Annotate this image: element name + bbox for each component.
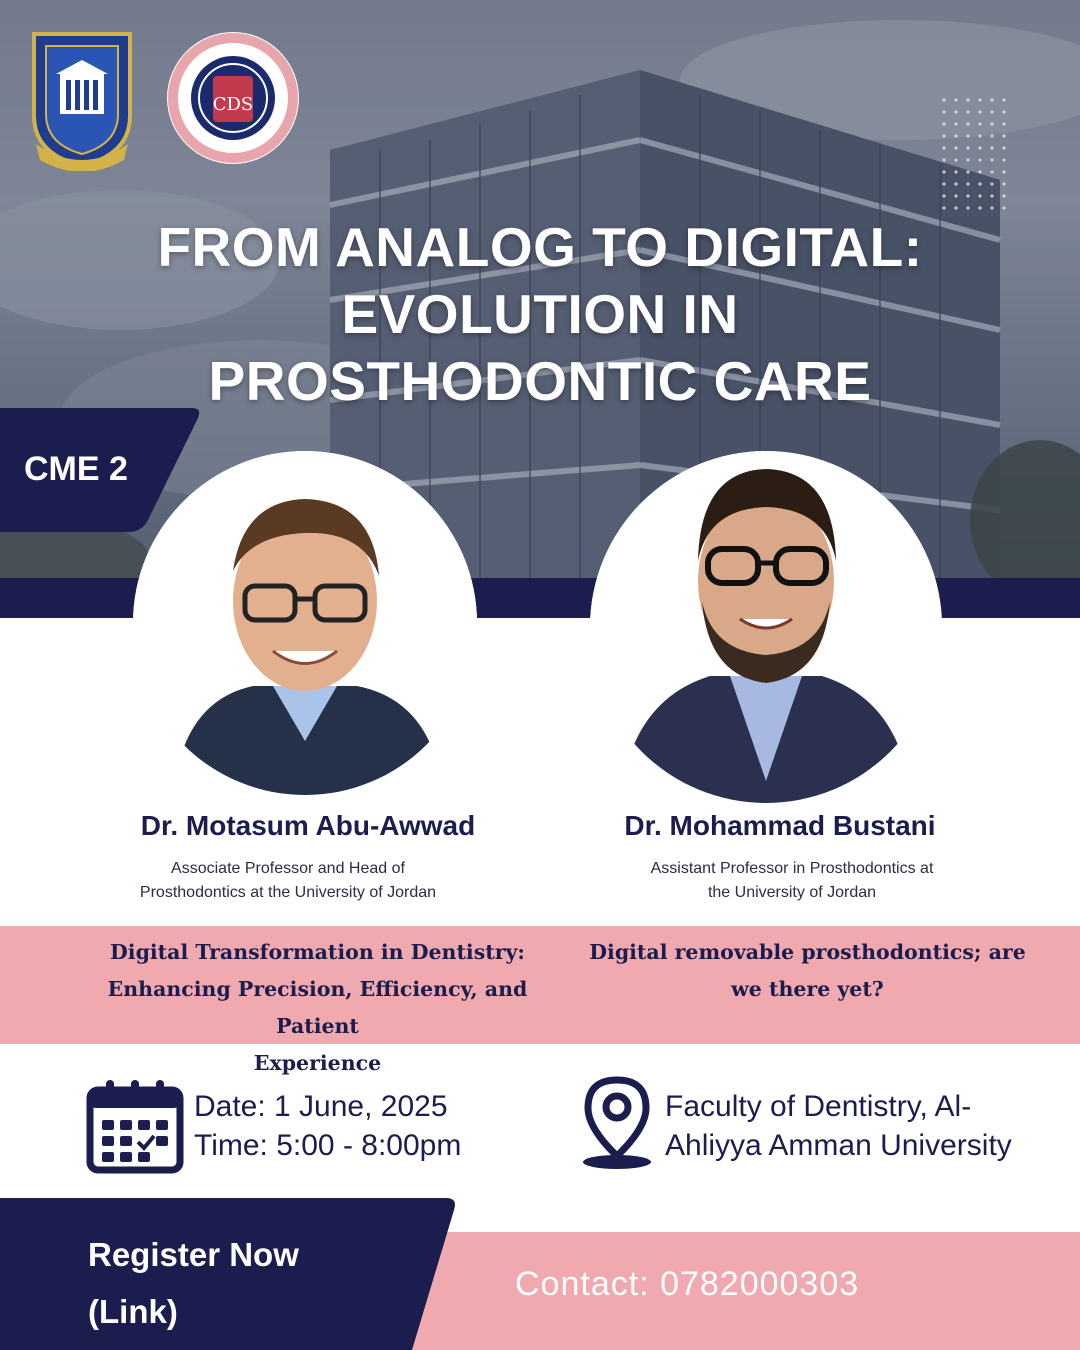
speaker-2-topic xyxy=(575,934,1040,1008)
speaker-1-topic-line-3: Experience xyxy=(253,1051,382,1075)
register-line-1[interactable]: Register Now xyxy=(88,1236,299,1273)
title-line-2: EVOLUTION IN xyxy=(341,283,739,345)
speaker-1-role xyxy=(118,857,458,905)
event-location-line-2: Ahliyya Amman University xyxy=(665,1129,1012,1162)
speaker-2-name: Dr. Mohammad Bustani xyxy=(624,810,936,841)
speaker-1-topic-line-1: Digital Transformation in Dentistry: xyxy=(110,940,525,964)
svg-text:CDS: CDS xyxy=(212,94,254,115)
event-title xyxy=(40,214,1040,415)
speaker-2-role xyxy=(632,857,952,905)
register-line-2[interactable]: (Link) xyxy=(88,1293,178,1330)
event-time: Time: 5:00 - 8:00pm xyxy=(194,1129,462,1162)
title-line-1: FROM ANALOG TO DIGITAL: xyxy=(157,216,923,278)
speaker-1-topic-line-2: Enhancing Precision, Efficiency, and Patient xyxy=(107,977,528,1038)
calendar-icon xyxy=(86,1078,184,1174)
speaker-1-role-line-1: Associate Professor and Head of xyxy=(171,860,405,877)
speaker-1-photo xyxy=(133,451,477,795)
cods-center-logo xyxy=(165,30,301,166)
speaker-2-role-line-1: Assistant Professor in Prosthodontics at xyxy=(650,860,934,877)
event-location xyxy=(665,1087,1055,1165)
title-line-3: PROSTHODONTIC CARE xyxy=(208,350,872,412)
event-location-line-1: Faculty of Dentistry, Al- xyxy=(665,1090,972,1123)
speaker-1-role-line-2: Prosthodontics at the University of Jordan xyxy=(139,884,437,901)
register-now-link[interactable] xyxy=(88,1226,388,1340)
event-date: Date: 1 June, 2025 xyxy=(194,1090,448,1123)
speaker-2-topic-line-1: Digital removable prosthodontics; are xyxy=(589,940,1026,964)
speaker-2-role-line-2: the University of Jordan xyxy=(707,884,877,901)
speaker-2-photo xyxy=(590,451,942,803)
location-pin-icon xyxy=(578,1076,656,1170)
speaker-1-topic xyxy=(70,934,565,1082)
university-crest-logo xyxy=(26,26,138,171)
contact-number: Contact: 0782000303 xyxy=(515,1265,860,1303)
speaker-1-name: Dr. Motasum Abu-Awwad xyxy=(140,810,476,841)
speaker-2-topic-line-2: we there yet? xyxy=(731,977,884,1001)
cme-badge-label: CME 2 xyxy=(24,450,128,488)
